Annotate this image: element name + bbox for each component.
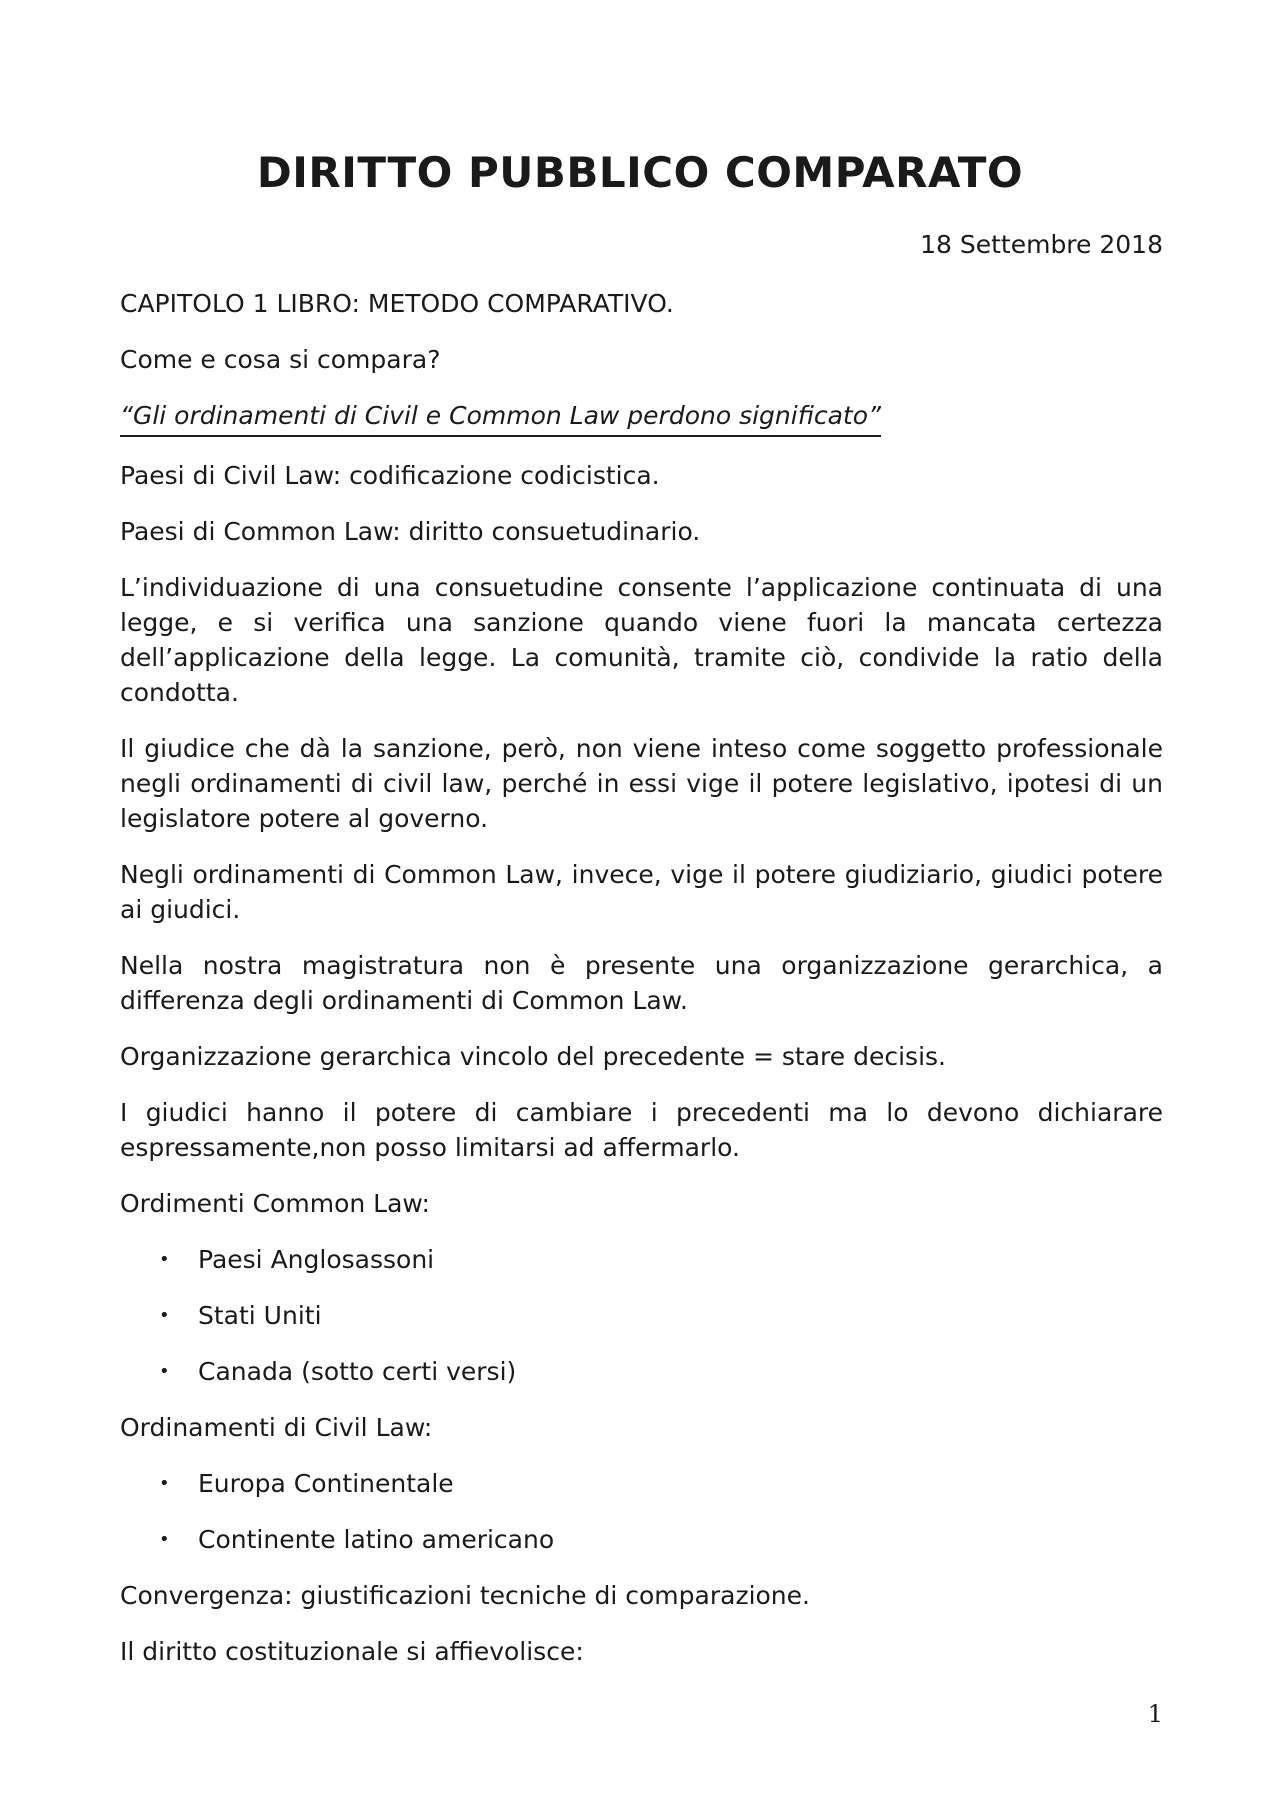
document-title: DIRITTO PUBBLICO COMPARATO <box>256 148 1024 197</box>
quote-paragraph <box>120 398 1163 437</box>
list-item-text: Canada (sotto certi versi) <box>198 1357 517 1386</box>
common-law-paragraph: Paesi di Common Law: diritto consuetudinario. <box>120 517 701 546</box>
list-item <box>120 1522 1163 1557</box>
civil-law-list <box>120 1466 1163 1557</box>
giudice-paragraph: Il giudice che dà la sanzione, però, non viene inteso come soggetto professionale negli ordinamenti di civil law, perché in essi vige il potere legislativo, ipotesi di un legislatore potere al governo. <box>120 734 1163 833</box>
list-item <box>120 1354 1163 1389</box>
diritto-costituzionale-paragraph: Il diritto costituzionale si affievolisce: <box>120 1637 584 1666</box>
bullet-icon: • <box>159 1305 170 1326</box>
list-item <box>120 1466 1163 1501</box>
organizzazione-paragraph: Organizzazione gerarchica vincolo del precedente = stare decisis. <box>120 1042 946 1071</box>
civil-law-paragraph: Paesi di Civil Law: codificazione codicistica. <box>120 461 660 490</box>
magistratura-paragraph: Nella nostra magistratura non è presente una organizzazione gerarchica, a differenza degli ordinamenti di Common Law. <box>120 951 1163 1015</box>
negli-ordinamenti-paragraph: Negli ordinamenti di Common Law, invece, vige il potere giudiziario, giudici potere ai giudici. <box>120 860 1163 924</box>
document-body <box>120 286 1163 1690</box>
list-item-text: Continente latino americano <box>198 1525 555 1554</box>
bullet-icon: • <box>159 1529 170 1550</box>
common-law-list <box>120 1242 1163 1389</box>
convergenza-paragraph: Convergenza: giustificazioni tecniche di comparazione. <box>120 1581 810 1610</box>
bullet-icon: • <box>159 1361 170 1382</box>
page-number: 1 <box>1147 1700 1163 1728</box>
individuazione-paragraph: L’individuazione di una consuetudine consente l’applicazione continuata di una legge, e si verifica una sanzione quando viene fuori la mancata certezza dell’applicazione della legge. La comunità, tramite ciò, condivide la ratio della condotta. <box>120 573 1163 707</box>
document-date: 18 Settembre 2018 <box>920 230 1163 259</box>
common-law-list-heading: Ordimenti Common Law: <box>120 1189 430 1218</box>
bullet-icon: • <box>159 1249 170 1270</box>
quote-text: “Gli ordinamenti di Civil e Common Law perdono significato” <box>120 398 881 437</box>
list-item <box>120 1242 1163 1277</box>
list-item-text: Stati Uniti <box>198 1301 322 1330</box>
bullet-icon: • <box>159 1473 170 1494</box>
list-item-text: Europa Continentale <box>198 1469 454 1498</box>
list-item <box>120 1298 1163 1333</box>
civil-law-list-heading: Ordinamenti di Civil Law: <box>120 1413 433 1442</box>
giudici-paragraph: I giudici hanno il potere di cambiare i precedenti ma lo devono dichiarare espressamente,non posso limitarsi ad affermarlo. <box>120 1098 1163 1162</box>
list-item-text: Paesi Anglosassoni <box>198 1245 435 1274</box>
question-paragraph: Come e cosa si compara? <box>120 345 441 374</box>
chapter-heading: CAPITOLO 1 LIBRO: METODO COMPARATIVO. <box>120 289 674 318</box>
